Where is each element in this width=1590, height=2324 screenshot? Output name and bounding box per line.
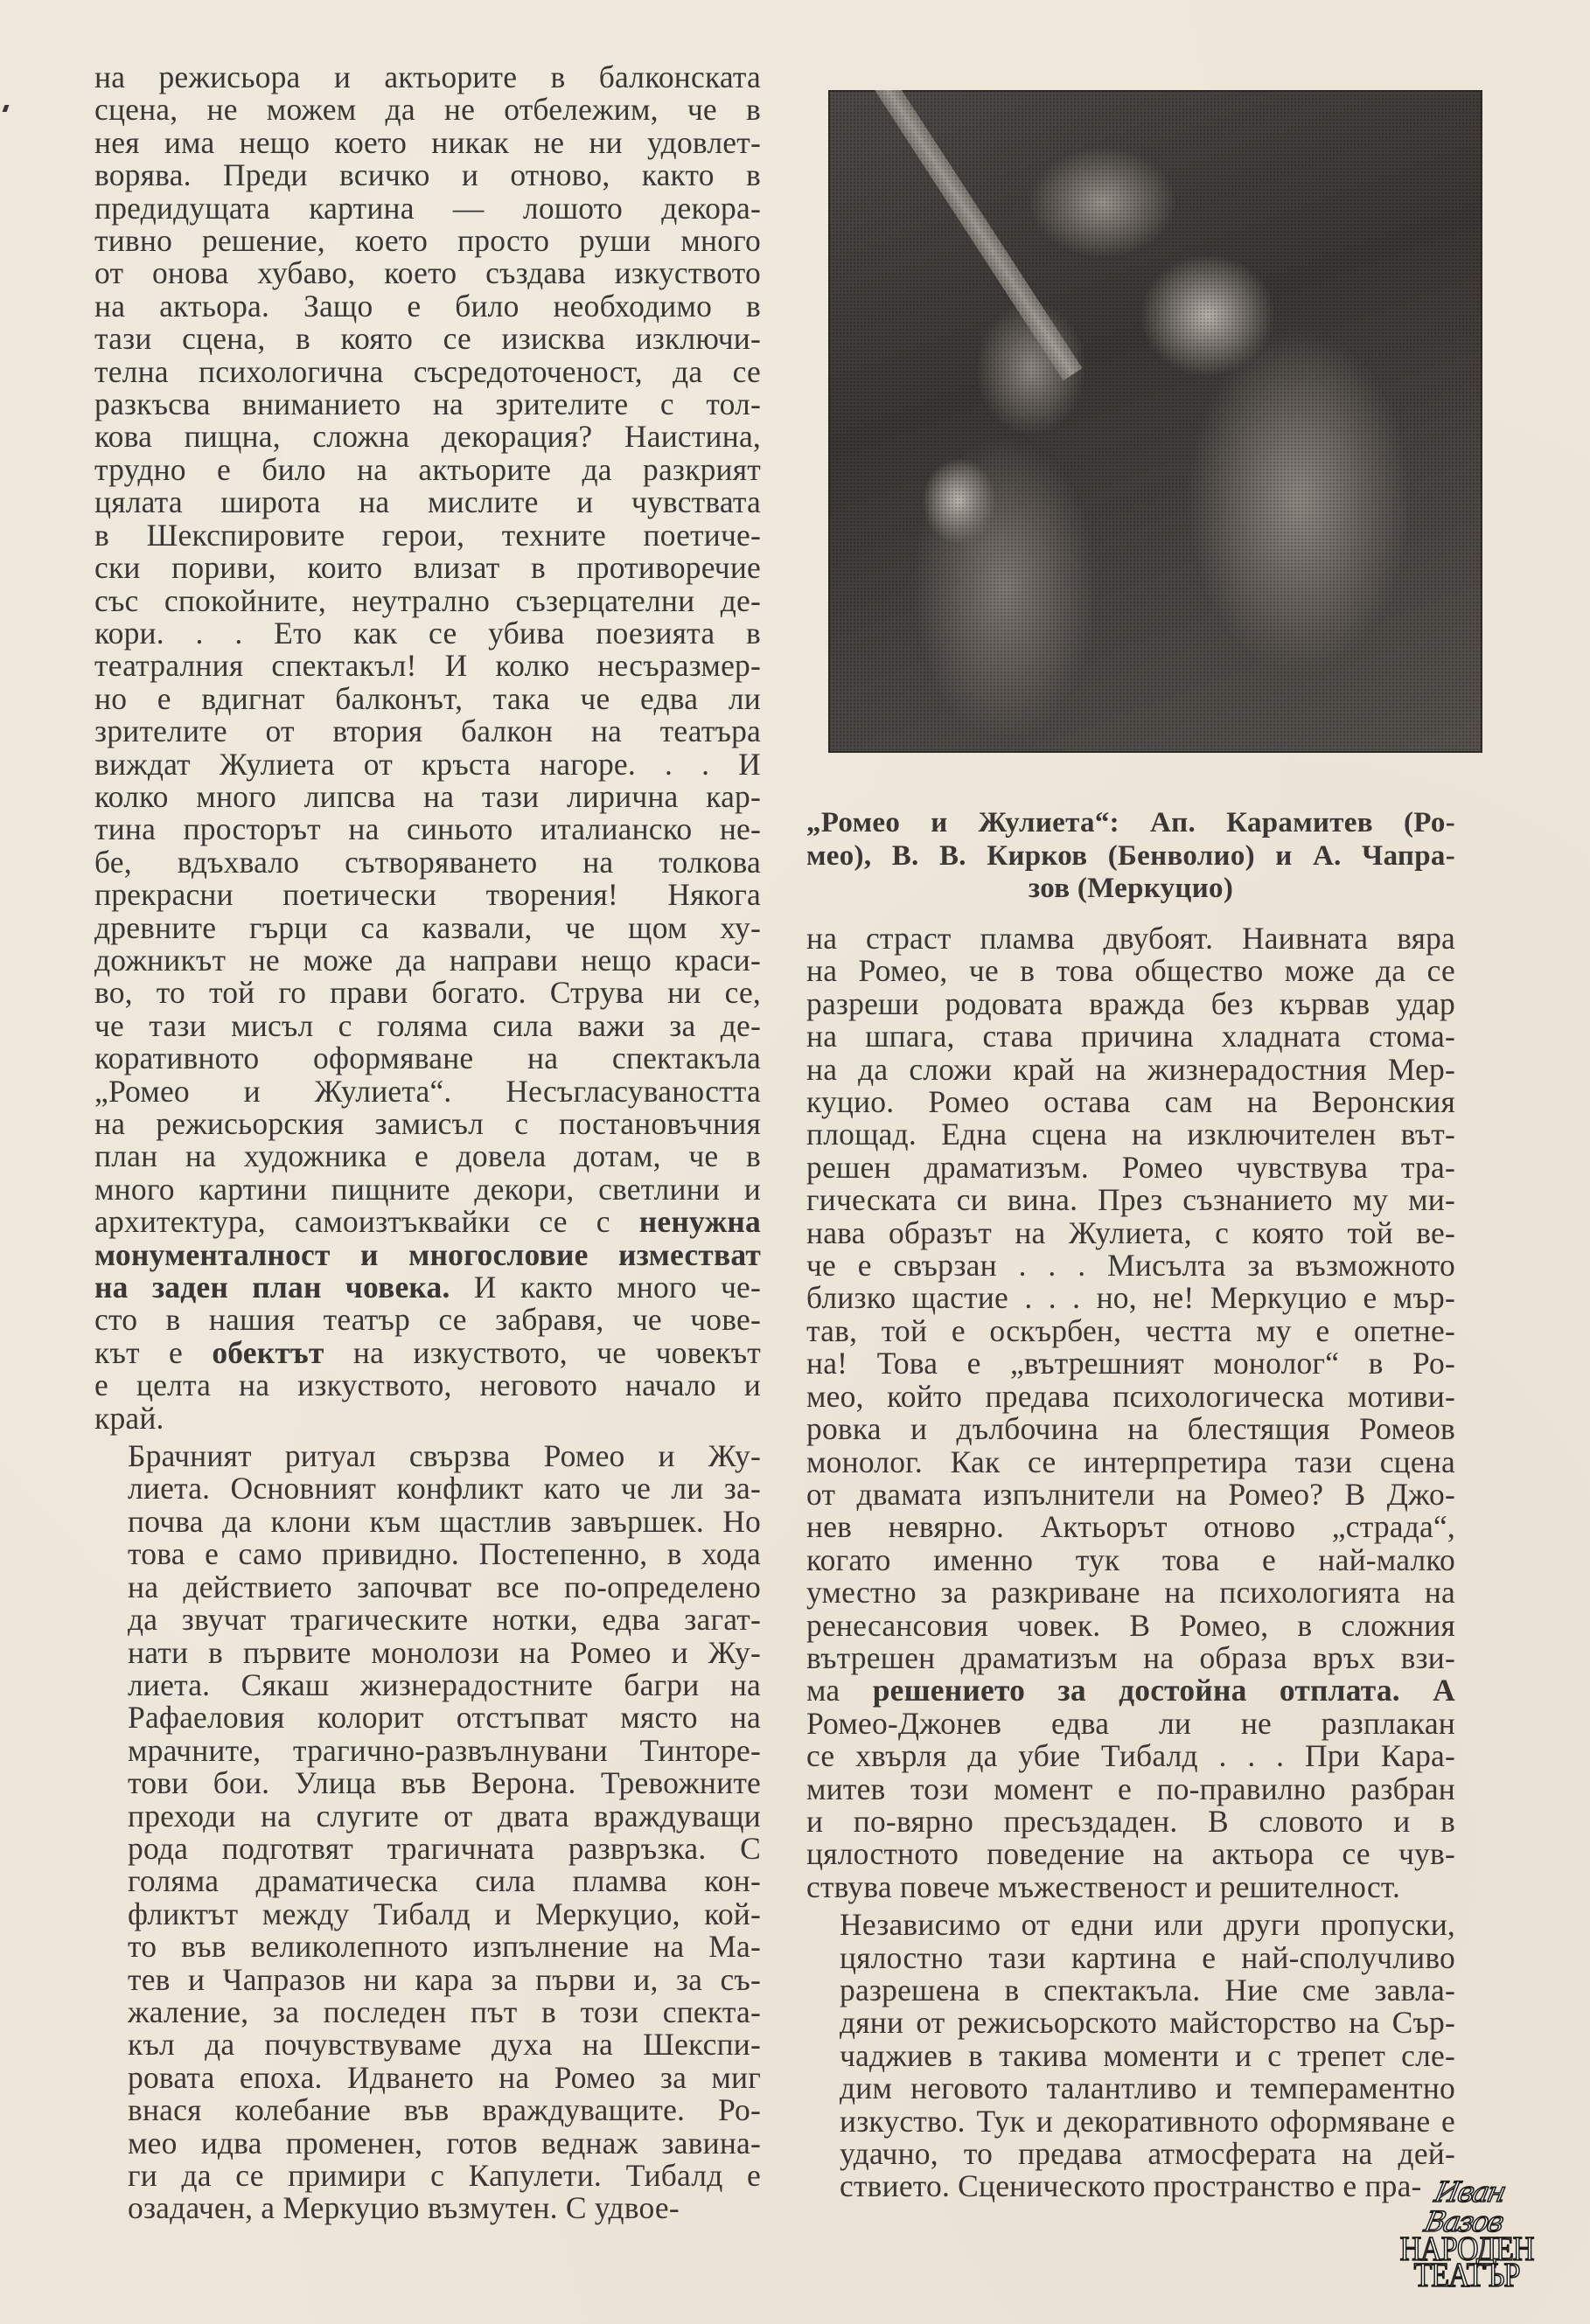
text-line: много картини пищните декори, светлини и [94,1171,761,1207]
text-line: дожникът не може да направи нещо краси- [94,942,761,978]
text-line: Рафаеловия колорит отстъпват място на [128,1700,761,1736]
text-line: на режисьора и актьорите в балконската [94,59,761,94]
text-line: край. [94,1400,164,1436]
text-line: тина просторът на синьото италианско не- [94,811,761,847]
text-line: тови бои. Улица във Верона. Тревожните [128,1765,761,1801]
text-line: на заден план човека. И както много че- [94,1270,761,1305]
stage-photo [828,90,1482,753]
text-line: на актьора. Защо е било необходимо в [94,288,761,324]
paragraph [94,61,761,1435]
text-line: кова пищна, сложна декорация? Наистина, [94,419,761,455]
text-line: телна психологична съсредоточеност, да се [94,353,761,389]
text-line: жаление, за последен път в този спекта- [128,1993,761,2029]
text-line: на шпага, става причина хладната стома- [806,1019,1455,1054]
text-line: виждат Жулиета от кръста нагоре. . . И [94,746,761,782]
text-line: кори. . . Ето как се убива поезията в [94,615,761,651]
text-line: на Ромео, че в това общество може да се [806,953,1455,989]
paragraph [806,1909,1455,2203]
text-line: прекрасни поетически творения! Някога [94,877,761,913]
text-line: митев този момент е по-правилно разбран [806,1771,1455,1806]
text-line: ги да се примири с Капулети. Тибалд е [128,2158,761,2193]
right-text-column [806,922,1455,2203]
text-line: ма решението за достойна отплата. А [806,1673,1455,1708]
text-line: монументалност и многословие изместват [94,1236,761,1272]
text-line: зрителите от втория балкон на театъра [94,713,761,749]
text-line: ренесансовия човек. В Ромео, в сложния [806,1607,1455,1643]
text-line: ствува повече мъжественост и решителност. [806,1868,1401,1904]
text-line: во, то той го прави богато. Струва ни се, [94,975,761,1011]
text-line: от онова хубаво, което създава изкуството [94,255,761,291]
text-line: ровка и дълбочина на блестящия Ромеов [806,1411,1455,1447]
text-line: трудно е било на актьорите да разкрият [94,451,761,487]
text-line: че е свързан . . . Мисълта за възможното [806,1248,1455,1284]
text-line: мрачните, трагично-развълнувани Тинторе- [128,1732,761,1768]
text-line: цялостното поведение на актьора се чув- [806,1836,1455,1872]
text-line: цялата широта на мислите и чувствата [94,484,761,520]
text-line: ворява. Преди всичко и отново, както в [94,157,761,193]
text-line: когато именно тук това е най-малко [806,1541,1455,1577]
text-line: „Ромео и Жулиета“. Несъгласуваността [94,1073,761,1109]
text-line: тивно решение, което просто руши много [94,223,761,259]
text-line: но е вдигнат балконът, така че едва ли [94,680,761,716]
text-line: къл да почувствуваме духа на Шекспи- [128,2027,761,2063]
text-line: уместно за разкриване на психологията на [806,1575,1455,1611]
text-line: дяни от режисьорското майсторство на Сър- [840,2005,1455,2041]
caption-line: зов (Меркуцио) [1028,873,1234,904]
text-line: сцена, не можем да не отбележим, че в [94,92,761,128]
text-line: площад. Една сцена на изключителен вът- [806,1117,1455,1152]
text-line: в Шекспировите герои, техните поетиче- [94,517,761,553]
text-line: бе, вдъхвало сътворяването на толкова [94,844,761,880]
text-line: почва да клони към щастлив завършек. Но [128,1503,761,1539]
text-line: Независимо от едни или други пропуски, [840,1907,1455,1943]
paragraph [94,1440,761,2225]
text-line: това е само привидно. Постепенно, в хода [128,1536,761,1572]
text-line: на! Това е „вътрешният монолог“ в Ро- [806,1346,1455,1381]
text-line: на режисьорския замисъл с постановъчния [94,1106,761,1141]
text-line: разреши родовата вражда без кървав удар [806,985,1455,1021]
text-line: ски пориви, които влизат в противоречие [94,550,761,586]
text-line: лиета. Сякаш жизнерадостните багри на [128,1666,761,1702]
text-line: предидущата картина — лошото декора- [94,190,761,226]
text-line: колко много липсва на тази лирична кар- [94,778,761,814]
text-line: от двамата изпълнители на Ромео? В Джо- [806,1476,1455,1512]
left-text-column [94,61,761,2225]
text-line: то във великолепното изпълнение на Ма- [128,1929,761,1965]
logo-word-naroden: НАРОДЕН [1399,2230,1534,2268]
text-line: мео идва променен, готов веднаж завина- [128,2125,761,2160]
margin-mark [3,105,10,112]
text-line: със спокойните, неутрално съзерцателни де- [94,582,761,618]
text-line: нея има нещо коeто никак не ни удовлет- [94,124,761,160]
text-line: и по-вярно пресъздаден. В словото и в [806,1803,1455,1839]
text-line: Ромео-Джонев едва ли не разплакан [806,1705,1455,1741]
text-line: близко щастие . . . но, не! Меркуцио е мър- [806,1280,1455,1316]
text-line: нава образът на Жулиета, с която той ве- [806,1214,1455,1250]
text-line: на страст пламва двубоят. Наивната вяра [806,921,1455,956]
paragraph [806,922,1455,1903]
text-line: разрешена в спектакъла. Ние сме завла- [840,1973,1455,2007]
logo-signature: Иван Вазов [1421,2175,1508,2238]
text-line: е целта на изкуството, неговото начало и [94,1367,761,1403]
text-line: ствието. Сценическото пространство е пра- [840,2168,1422,2204]
text-line: на действието започват все по-определено [128,1569,761,1604]
text-line: коративното оформяване на спектакъла [94,1040,761,1076]
text-line: тев и Чапразов ни кара за първи и, за съ- [128,1961,761,1997]
text-line: нати в първите монолози на Ромео и Жу- [128,1634,761,1670]
text-line: решен драматизъм. Ромео чувствува тра- [806,1149,1455,1185]
national-theatre-logo [1392,2175,1541,2294]
text-line: кът е обектът на изкуството, че човекът [94,1334,761,1370]
text-line: да звучат трагическите нотки, едва загат- [128,1602,761,1638]
text-line: тази сцена, в която се изисква изключи- [94,321,761,357]
text-line: удачно, то предава атмосферата на дей- [840,2136,1455,2172]
text-line: Брачният ритуал свързва Ромео и Жу- [128,1438,761,1474]
text-line: театралния спектакъл! И колко несъразмер- [94,648,761,684]
text-line: мео, който предава психологическа мотиви- [806,1378,1455,1414]
logo-word-teatar: ТЕАТЪР [1413,2257,1520,2294]
text-line: нев невярно. Актьорът отново „страда“, [806,1509,1455,1545]
caption-line: „Ромео и Жулиета“: Ап. Карамитев (Ро- [806,807,1455,838]
text-line: озадачен, а Меркуцио възмутен. С удвое- [128,2190,680,2226]
text-line: тав, той е оскърбен, честта му е опетне- [806,1312,1455,1348]
text-line: монолог. Как се интерпретира тази сцена [806,1444,1455,1479]
text-line: изкуство. Тук и декоративното оформяване е [840,2103,1455,2139]
text-line: план на художника е довела дотам, че в [94,1138,761,1174]
text-line: гическата си вина. През съзнанието му ми- [806,1182,1455,1218]
caption-line: мео), В. В. Кирков (Бенволио) и А. Чапра- [806,839,1455,872]
text-line: лиета. Основният конфликт като че ли за- [128,1471,761,1506]
text-line: ровата епоха. Идването на Ромео за миг [128,2059,761,2095]
text-line: на да сложи край на жизнерадостния Мер- [806,1051,1455,1087]
text-line: разкъсва вниманието на зрителите с тол- [94,386,761,422]
text-line: сто в нашия театър се забравя, че чове- [94,1302,761,1338]
text-line: фликтът между Тибалд и Меркуцио, кой- [128,1896,761,1931]
text-line: куцио. Ромео остава сам на Веронския [806,1084,1455,1120]
text-line: чаджиев в такива моменти и с трепет сле- [840,2037,1455,2073]
text-line: че тази мисъл с голяма сила важи за де- [94,1007,761,1043]
text-line: цялостно тази картина е най-сполучливо [840,1939,1455,1975]
text-line: дим неговото талантливо и темпераментно [840,2070,1455,2106]
text-line: вътрешен драматизъм на образа връх взи- [806,1639,1455,1675]
text-line: рода подготвят трагичната развръзка. С [128,1830,761,1866]
text-line: внася колебание във враждуващите. Ро- [128,2092,761,2128]
text-line: голяма драматическа сила пламва кон- [128,1863,761,1899]
text-line: архитектура, самоизтъквайки се с ненужна [94,1204,761,1240]
text-line: се хвърля да убие Тибалд . . . При Кара- [806,1738,1455,1774]
photo-caption [806,807,1455,906]
text-line: древните гърци са казвали, че щом ху- [94,909,761,945]
text-line: преходи на слугите от двата враждуващи [128,1798,761,1833]
